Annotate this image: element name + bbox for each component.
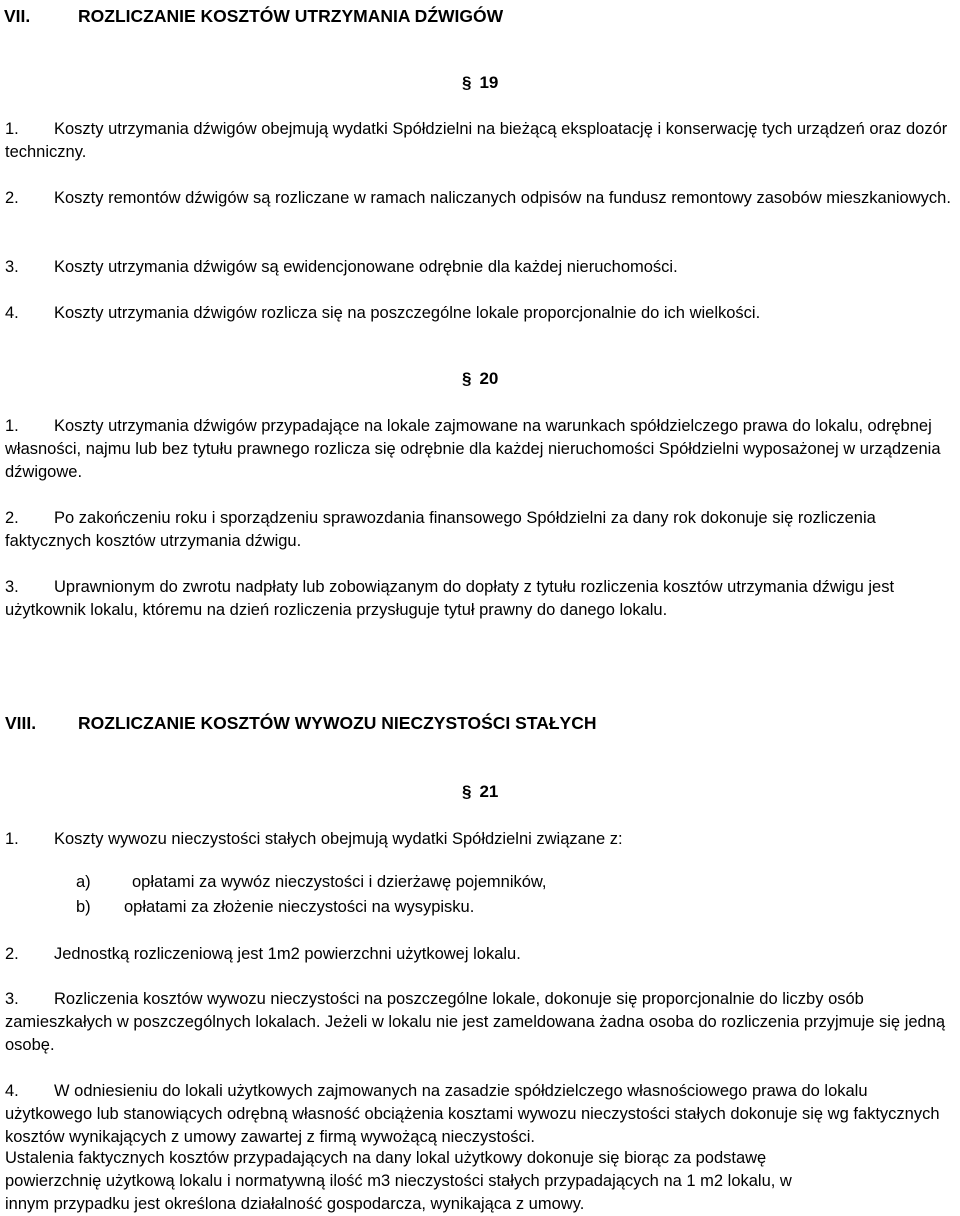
paragraph-text: Po zakończeniu roku i sporządzeniu sprawozdania finansowego Spółdzielni za dany rok dokonuje się rozliczenia faktycznych kosztów utrzymania dźwigu. [5,509,876,550]
section-number: 21 [479,782,499,801]
paragraph-text: Koszty utrzymania dźwigów przypadające na lokale zajmowane na warunkach spółdzielczego prawa do lokalu, odrębnej własności, najmu lub bez tytułu prawnego rozlicza się odrębnie dla każdej nieruchomości Spółdzielni wyposażonej w urządzenia dźwigowe. [5,417,941,481]
paragraph-number: 4. [5,304,19,322]
section-header [462,369,498,389]
paragraph [5,507,957,553]
paragraph-number: 3. [5,578,19,596]
paragraph [5,988,957,1057]
section-number: 20 [479,369,499,388]
list-item-label: a) [76,873,91,891]
paragraph-number: 4. [5,1082,19,1100]
list-item-label: b) [76,898,91,916]
chapter-number: VIII. [5,713,37,733]
chapter-number: VII. [4,6,31,26]
chapter-title: ROZLICZANIE KOSZTÓW WYWOZU NIECZYSTOŚCI STAŁYCH [78,713,597,733]
paragraph [5,943,957,966]
paragraph-text: W odniesieniu do lokali użytkowych zajmowanych na zasadzie spółdzielczego własnościowego prawa do lokalu użytkowego lub stanowiących odrębną własność obciążenia kosztami wywozu nieczystości stałych dokonuje się wg faktycznych kosztów wynikających z umowy zawartej z firmą wywożącą nieczystości. [5,1082,940,1146]
paragraph [5,828,957,851]
text-line: Ustalenia faktycznych kosztów przypadających na dany lokal użytkowy dokonuje się biorąc za podstawę [5,1149,767,1167]
paragraph-number: 3. [5,990,19,1008]
paragraph-number: 1. [5,120,19,138]
paragraph-text: Koszty utrzymania dźwigów obejmują wydatki Spółdzielni na bieżącą eksploatację i konserwację tych urządzeń oraz dozór techniczny. [5,120,948,161]
paragraph [5,256,957,279]
section-symbol: § [462,369,472,388]
list-item-text: opłatami za wywóz nieczystości i dzierżawę pojemników, [132,873,547,891]
section-symbol: § [462,73,472,92]
paragraph [5,415,957,484]
section-header [462,782,498,802]
paragraph-text: Jednostką rozliczeniową jest 1m2 powierzchni użytkowej lokalu. [54,945,521,963]
chapter-title: ROZLICZANIE KOSZTÓW UTRZYMANIA DŹWIGÓW [78,6,504,26]
text-line: powierzchnię użytkową lokalu i normatywną ilość m3 nieczystości stałych przypadających na 1 m2 lokalu, w [5,1172,792,1190]
section-number: 19 [479,73,499,92]
paragraph [5,187,957,210]
paragraph [5,576,957,622]
paragraph-text: Koszty utrzymania dźwigów rozlicza się na poszczególne lokale proporcjonalnie do ich wielkości. [54,304,761,322]
paragraph [5,118,957,164]
paragraph-text: Koszty utrzymania dźwigów są ewidencjonowane odrębnie dla każdej nieruchomości. [54,258,678,276]
paragraph-text: Koszty wywozu nieczystości stałych obejmują wydatki Spółdzielni związane z: [54,830,623,848]
paragraph [5,1080,957,1149]
paragraph-number: 2. [5,189,19,207]
section-symbol: § [462,782,472,801]
paragraph-text: Rozliczenia kosztów wywozu nieczystości na poszczególne lokale, dokonuje się proporcjonalnie do liczby osób zamieszkałych w poszczególnych lokalach. Jeżeli w lokalu nie jest zameldowana żadna osoba do rozliczenia przyjmuje się jedną osobę. [5,990,946,1054]
paragraph-number: 1. [5,830,19,848]
paragraph-number: 1. [5,417,19,435]
paragraph-text: Koszty remontów dźwigów są rozliczane w ramach naliczanych odpisów na fundusz remontowy zasobów mieszkaniowych. [54,189,951,207]
paragraph-number: 2. [5,509,19,527]
section-header [462,73,498,93]
paragraph-text: Uprawnionym do zwrotu nadpłaty lub zobowiązanym do dopłaty z tytułu rozliczenia kosztów utrzymania dźwigu jest użytkownik lokalu, któremu na dzień rozliczenia przysługuje tytuł prawny do danego lokalu. [5,578,895,619]
paragraph-number: 2. [5,945,19,963]
paragraph [5,302,957,325]
list-item-text: opłatami za złożenie nieczystości na wysypisku. [124,898,475,916]
text-line: innym przypadku jest określona działalność gospodarcza, wynikająca z umowy. [5,1195,585,1213]
paragraph-number: 3. [5,258,19,276]
